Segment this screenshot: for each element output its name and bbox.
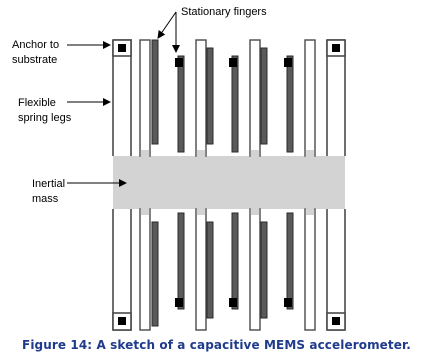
arrow-stationary-1 xyxy=(158,12,176,38)
label-spring-line2: spring legs xyxy=(18,112,72,124)
label-mass-line2: mass xyxy=(32,193,59,205)
label-anchor-line2: substrate xyxy=(12,54,58,66)
label-mass-line1: Inertial xyxy=(32,178,66,190)
label-spring-line1: Flexible xyxy=(18,97,56,109)
label-stationary-fingers: Stationary fingers xyxy=(181,6,267,18)
figure-caption: Figure 14: A sketch of a capacitive MEMS accelerometer. xyxy=(22,338,411,352)
inertial-mass xyxy=(113,156,345,209)
label-anchor-line1: Anchor to xyxy=(12,39,60,51)
